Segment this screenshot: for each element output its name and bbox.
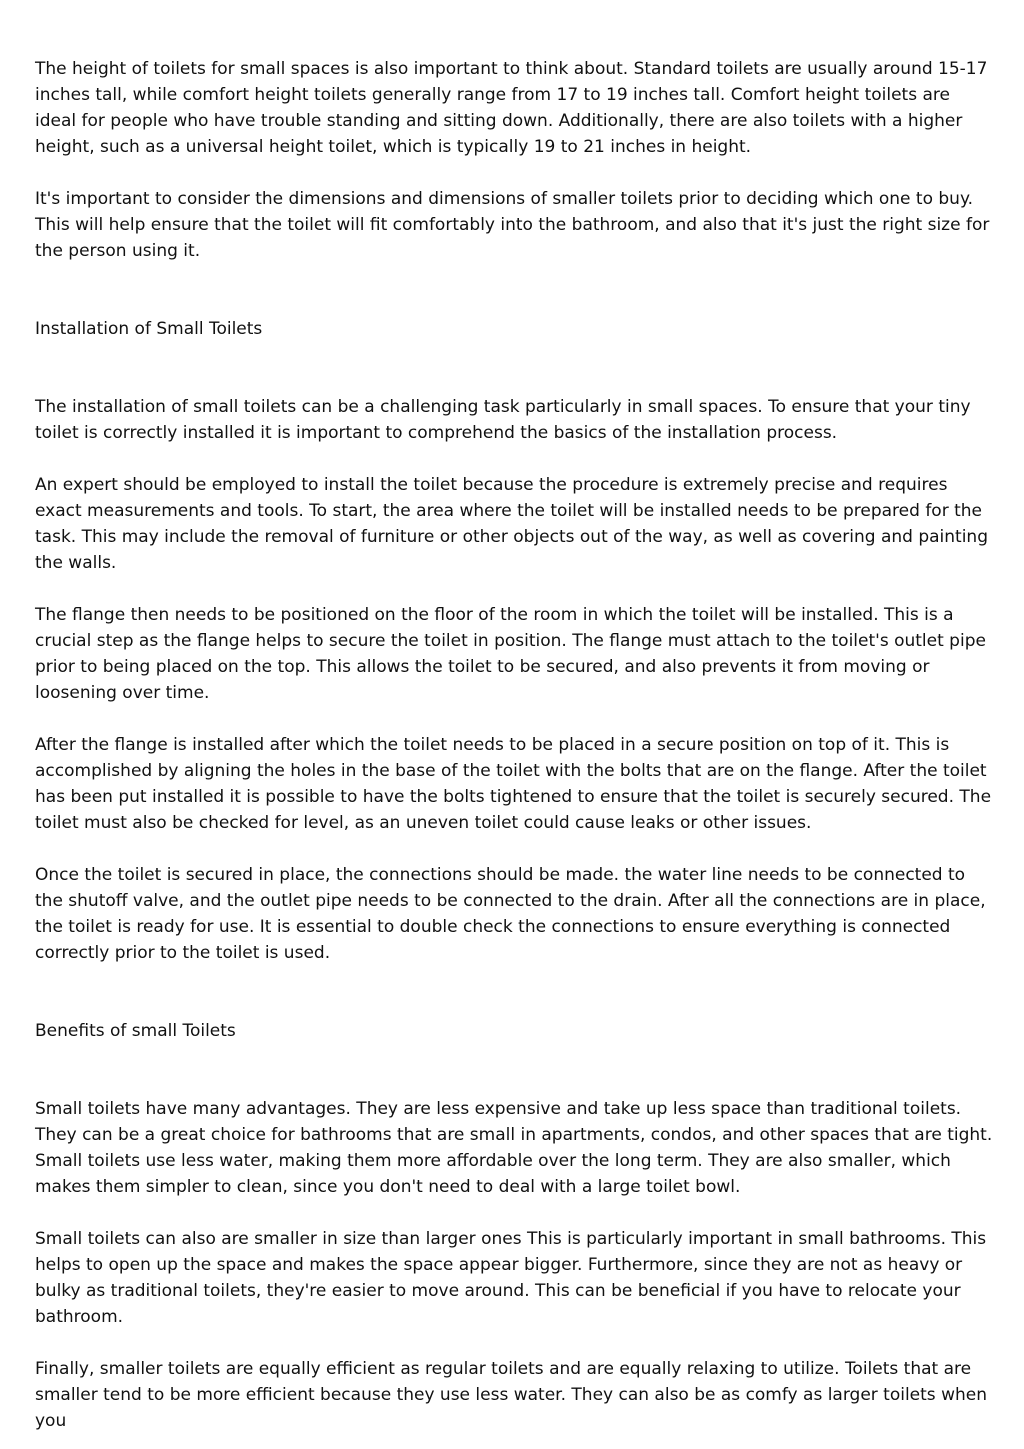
heading-benefits: Benefits of small Toilets [35, 1021, 236, 1041]
paragraph-installation-connections: Once the toilet is secured in place, the connections should be made. the water line needs to be connected to the shutoff valve, and the outlet pipe needs to be connected to the drain. After all the connections are in place, the toilet is ready for use. It is essential to double check the connections to ensure everything is connected correctly prior to the toilet is used. [35, 865, 986, 963]
document-page [35, 56, 995, 1434]
paragraph-dimensions: It's important to consider the dimensions and dimensions of smaller toilets prior to deciding which one to buy. This will help ensure that the toilet will fit comfortably into the bathroom, and also that it's just the right size for the person using it. [35, 189, 990, 261]
paragraph-installation-placement: After the flange is installed after which the toilet needs to be placed in a secure position on top of it. This is accomplished by aligning the holes in the base of the toilet with the bolts that are on the flange. After the toilet has been put installed it is possible to have the bolts tightened to ensure that the toilet is securely secured. The toilet must also be checked for level, as an uneven toilet could cause leaks or other issues. [35, 735, 992, 833]
heading-installation: Installation of Small Toilets [35, 319, 263, 339]
paragraph-installation-flange: The flange then needs to be positioned on the floor of the room in which the toilet will be installed. This is a crucial step as the flange helps to secure the toilet in position. The flange must attach to the toilet's outlet pipe prior to being placed on the top. This allows the toilet to be secured, and also prevents it from moving or loosening over time. [35, 605, 986, 703]
paragraph-benefits-size: Small toilets can also are smaller in size than larger ones This is particularly important in small bathrooms. This helps to open up the space and makes the space appear bigger. Furthermore, since they are not as heavy or bulky as traditional toilets, they're easier to move around. This can be beneficial if you have to relocate your bathroom. [35, 1229, 987, 1327]
paragraph-toilet-height: The height of toilets for small spaces is also important to think about. Standard toilets are usually around 15-17 inches tall, while comfort height toilets generally range from 17 to 19 inches tall. Comfort height toilets are ideal for people who have trouble standing and sitting down. Additionally, there are also toilets with a higher height, such as a universal height toilet, which is typically 19 to 21 inches in height. [35, 59, 988, 157]
paragraph-benefits-efficiency: Finally, smaller toilets are equally efficient as regular toilets and are equally relaxing to utilize. Toilets that are smaller tend to be more efficient because they use less water. They can also be as comfy as larger toilets when you [35, 1359, 987, 1431]
paragraph-installation-intro: The installation of small toilets can be a challenging task particularly in small spaces. To ensure that your tiny toilet is correctly installed it is important to comprehend the basics of the installation process. [35, 397, 971, 443]
paragraph-benefits-advantages: Small toilets have many advantages. They are less expensive and take up less space than traditional toilets. They can be a great choice for bathrooms that are small in apartments, condos, and other spaces that are tight. Small toilets use less water, making them more affordable over the long term. They are also smaller, which makes them simpler to clean, since you don't need to deal with a large toilet bowl. [35, 1099, 993, 1197]
paragraph-installation-expert: An expert should be employed to install the toilet because the procedure is extremely precise and requires exact measurements and tools. To start, the area where the toilet will be installed needs to be prepared for the task. This may include the removal of furniture or other objects out of the way, as well as covering and painting the walls. [35, 475, 988, 573]
